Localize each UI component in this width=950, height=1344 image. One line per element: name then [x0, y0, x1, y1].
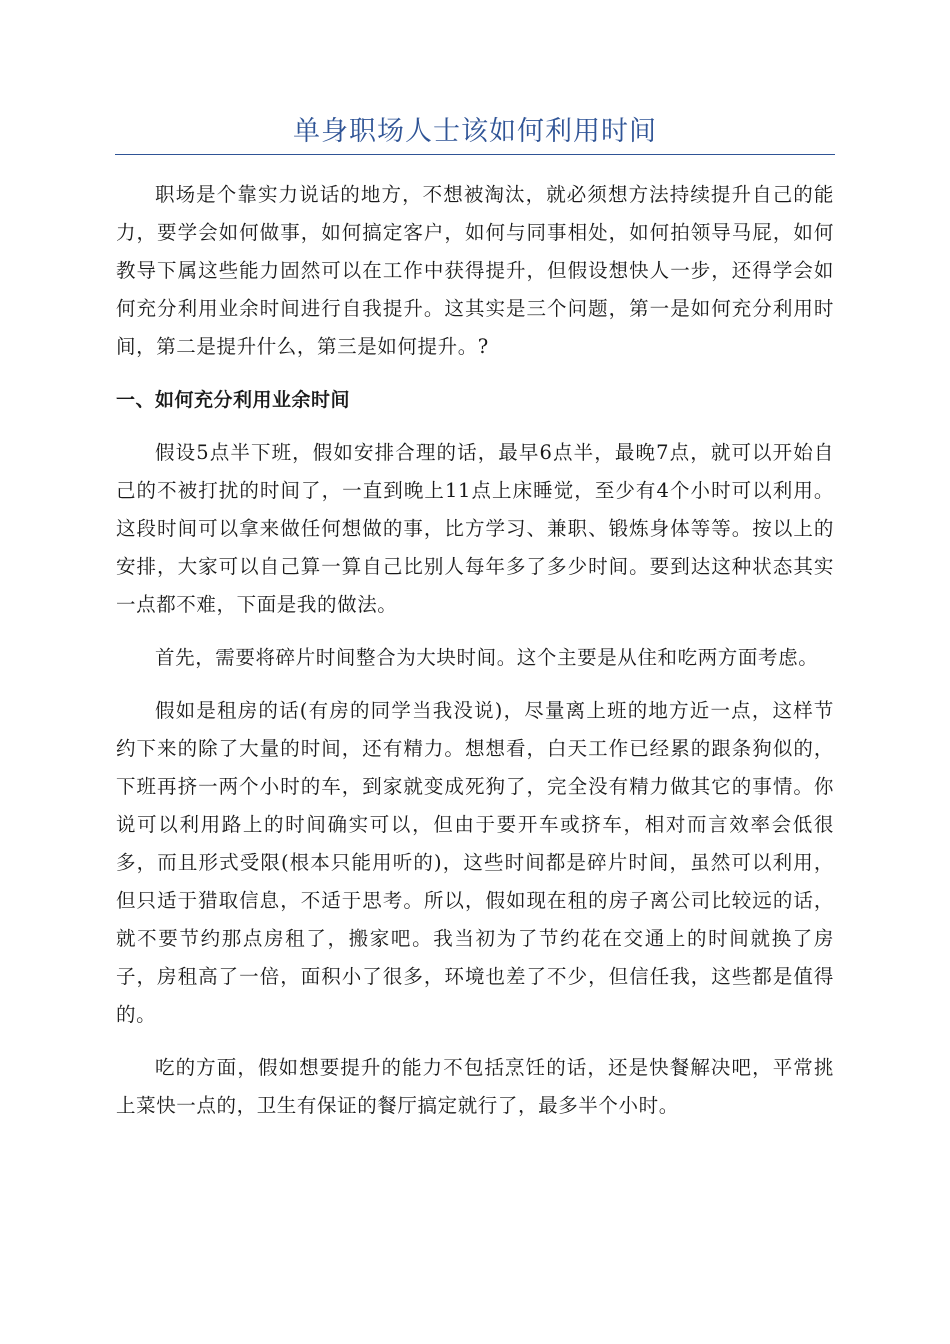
- document-title: 单身职场人士该如何利用时间: [293, 116, 657, 147]
- paragraph-housing: 假如是租房的话(有房的同学当我没说)，尽量离上班的地方近一点，这样节约下来的除了大量的时间，还有精力。想想看，白天工作已经累的跟条狗似的，下班再挤一两个小时的车，到家就变成死狗了，完全没有精力做其它的事情。你说可以利用路上的时间确实可以，但由于要开车或挤车，相对而言效率会低很多，而且形式受限(根本只能用听的)，这些时间都是碎片时间，虽然可以利用，但只适于猎取信息，不适于思考。所以，假如现在租的房子离公司比较远的话，就不要节约那点房租了，搬家吧。我当初为了节约花在交通上的时间就换了房子，房租高了一倍，面积小了很多，环境也差了不少，但信任我，这些都是值得的。: [116, 699, 834, 1026]
- document-body: [116, 176, 834, 1125]
- paragraph-intro: 职场是个靠实力说话的地方，不想被淘汰，就必须想方法持续提升自己的能力，要学会如何做事，如何搞定客户，如何与同事相处，如何拍领导马屁，如何教导下属这些能力固然可以在工作中获得提升，但假设想快人一步，还得学会如何充分利用业余时间进行自我提升。这其实是三个问题，第一是如何充分利用时间，第二是提升什么，第三是如何提升。?: [116, 183, 834, 358]
- paragraph-first: 首先，需要将碎片时间整合为大块时间。这个主要是从住和吃两方面考虑。: [155, 646, 819, 669]
- title-underline: [115, 154, 835, 155]
- paragraph-spacer: [116, 1034, 834, 1049]
- paragraph-eating: 吃的方面，假如想要提升的能力不包括烹饪的话，还是快餐解决吧，平常挑上菜快一点的，卫生有保证的餐厅搞定就行了，最多半个小时。: [116, 1056, 834, 1117]
- paragraph-spacer: [116, 419, 834, 434]
- paragraph-spacer: [116, 366, 834, 381]
- section-heading: 一、如何充分利用业余时间: [116, 389, 351, 411]
- paragraph-spacer: [116, 624, 834, 639]
- paragraph-schedule: 假设5点半下班，假如安排合理的话，最早6点半，最晚7点，就可以开始自己的不被打扰的时间了，一直到晚上11点上床睡觉，至少有4个小时可以利用。这段时间可以拿来做任何想做的事，比方学习、兼职、锻炼身体等等。按以上的安排，大家可以自己算一算自己比别人每年多了多少时间。要到达这种状态其实一点都不难，下面是我的做法。: [116, 441, 834, 616]
- paragraph-spacer: [116, 677, 834, 692]
